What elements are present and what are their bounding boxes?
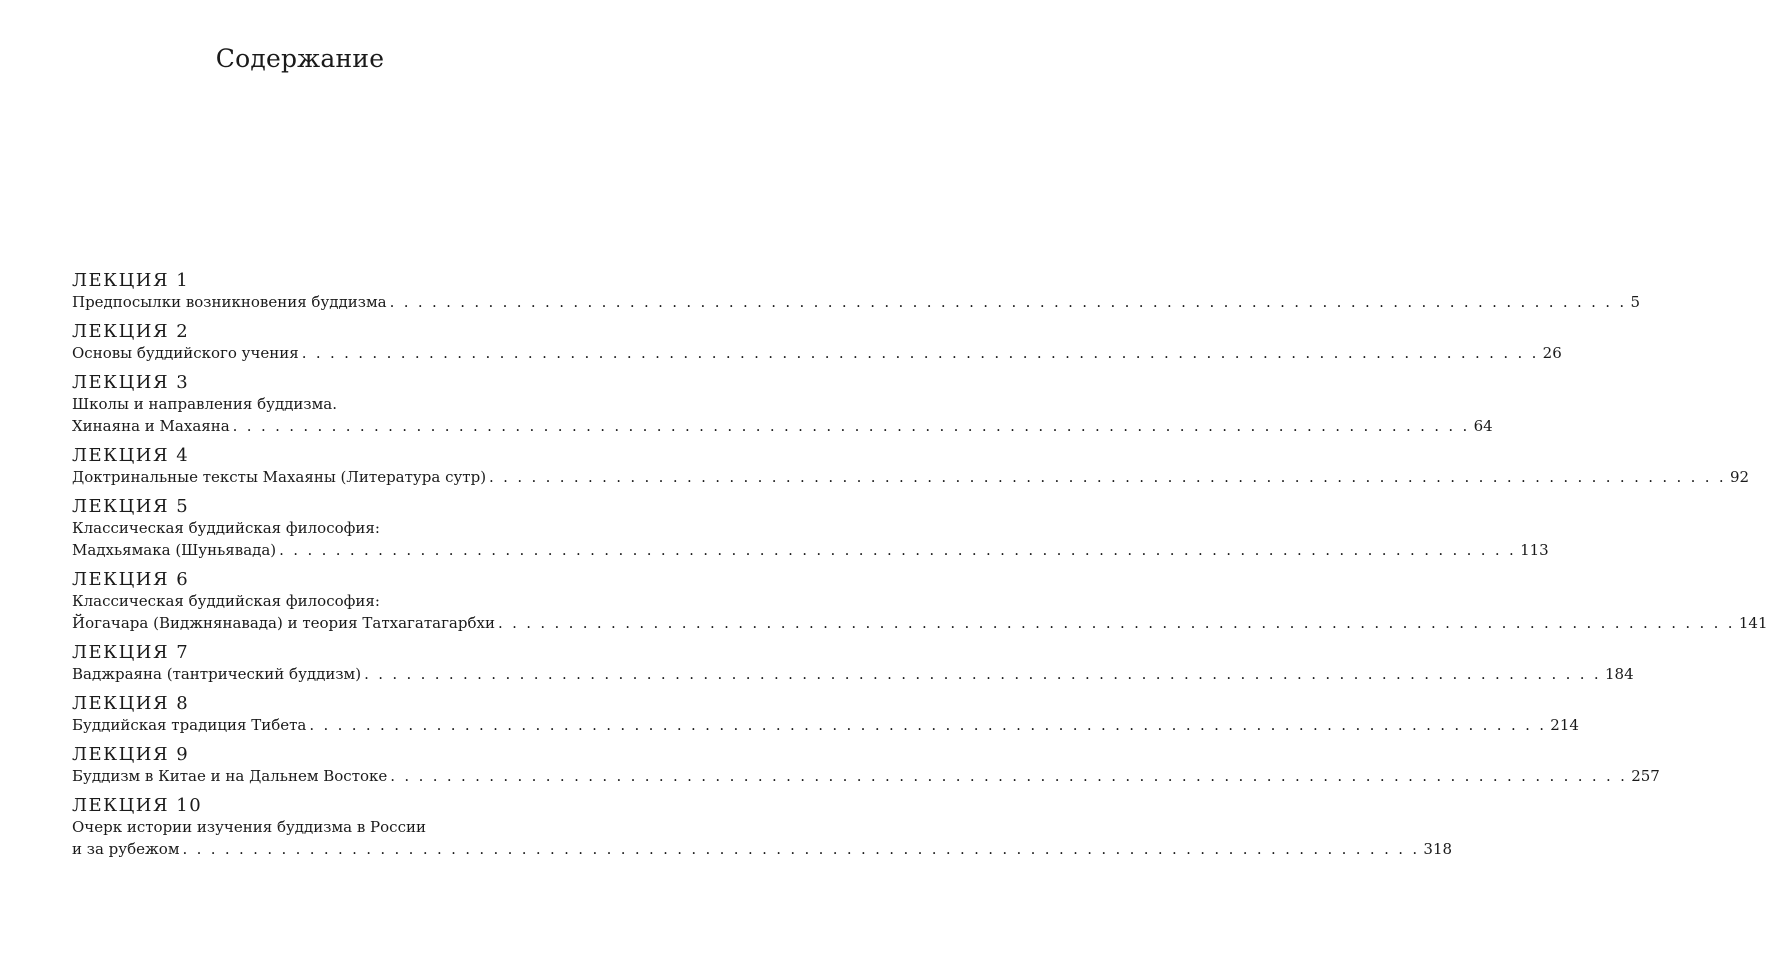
page-number: 214 [1550,716,1579,734]
dot-leader [364,663,1601,685]
lecture-heading: ЛЕКЦИЯ 5 [72,496,190,517]
chapter-title: Доктринальные тексты Махаяны (Литература сутр) [72,468,487,486]
page-number: 113 [1520,541,1549,559]
page-number: 318 [1423,840,1453,858]
lecture-heading: ЛЕКЦИЯ 10 [72,795,203,816]
toc-entry [72,693,1579,736]
chapter-title: Буддизм в Китае и на Дальнем Востоке [72,767,388,785]
page-number: 64 [1473,417,1493,435]
lecture-heading: ЛЕКЦИЯ 8 [72,693,190,714]
dot-leader [279,539,1516,561]
toc-line [72,765,1660,787]
toc-line [72,466,1750,488]
toc-line [72,415,1493,437]
lecture-heading: ЛЕКЦИЯ 6 [72,569,190,590]
chapter-title: Классическая буддийская философия: [72,592,380,610]
chapter-title-continued: и за рубежом [72,840,180,858]
lecture-heading: ЛЕКЦИЯ 4 [72,445,190,466]
page-number: 184 [1605,665,1634,683]
toc-entry [72,372,1493,437]
chapter-title: Классическая буддийская философия: [72,519,380,537]
lecture-heading: ЛЕКЦИЯ 9 [72,744,190,765]
toc-line [72,590,538,612]
dot-leader [489,466,1726,488]
chapter-title: Ваджраяна (тантрический буддизм) [72,665,362,683]
chapter-title: Очерк истории изучения буддизма в России [72,818,426,836]
page-number: 141 [1738,614,1768,632]
toc-entry [72,270,1641,313]
lecture-heading: ЛЕКЦИЯ 2 [72,321,190,342]
page-number: 257 [1631,767,1660,785]
toc-line [72,539,1549,561]
toc-line [72,838,1453,860]
toc-line [72,663,1634,685]
toc-entry [72,569,1768,634]
toc-entry [72,642,1634,685]
lecture-heading: ЛЕКЦИЯ 7 [72,642,190,663]
toc-line [72,291,1641,313]
chapter-title: Основы буддийского учения [72,344,299,362]
table-of-contents [72,270,1768,868]
dot-leader [309,714,1546,736]
toc-line [72,816,538,838]
toc-entry [72,795,1453,860]
toc-line [72,517,538,539]
page-title: Содержание [215,44,385,73]
toc-entry [72,321,1562,364]
page-number: 5 [1630,293,1641,311]
lecture-heading: ЛЕКЦИЯ 1 [72,270,190,291]
toc-line [72,342,1562,364]
dot-leader [390,291,1627,313]
dot-leader [183,838,1420,860]
dot-leader [390,765,1627,787]
dot-leader [498,612,1735,634]
chapter-title-continued: Мадхьямака (Шуньявада) [72,541,277,559]
chapter-title: Буддийская традиция Тибета [72,716,307,734]
toc-entry [72,496,1549,561]
page-number: 92 [1729,468,1750,486]
lecture-heading: ЛЕКЦИЯ 3 [72,372,190,393]
chapter-title: Предпосылки возникновения буддизма [72,293,387,311]
chapter-title: Школы и направления буддизма. [72,395,337,413]
chapter-title-continued: Йогачара (Виджнянавада) и теория Татхагатагарбхи [72,614,495,632]
toc-line [72,612,1768,634]
toc-line [72,714,1579,736]
toc-line [72,393,538,415]
page-number: 26 [1542,344,1562,362]
chapter-title-continued: Хинаяна и Махаяна [72,417,230,435]
toc-entry [72,744,1660,787]
dot-leader [302,342,1539,364]
toc-entry [72,445,1750,488]
dot-leader [233,415,1470,437]
